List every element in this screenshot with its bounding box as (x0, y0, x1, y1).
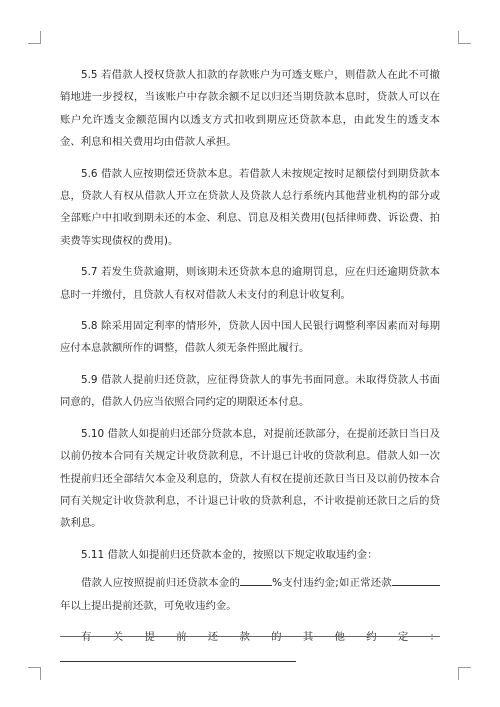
crop-mark-top-right (458, 31, 471, 44)
bottom-rule (60, 636, 440, 637)
penalty-terms (60, 572, 440, 617)
clause-5-5: 5.5 若借款人授权贷款人扣款的存款账户为可透支账户，则借款人在此不可撤销地进一步授权，当该账户中存款余额不足以归还当期贷款本息时，贷款人可以在账户允许透支金额范围内以透支方式扣收到期应还贷款本息，由此发生的透支本金、利息和相关费用均由借款人承担。 (60, 69, 440, 149)
penalty-years-blank[interactable] (392, 573, 440, 586)
crop-mark-bottom-right (458, 667, 471, 680)
other-agreement-label: 有关提前还款的其他约定： (81, 630, 440, 643)
other-agreement (60, 626, 440, 671)
other-agreement-blank[interactable] (60, 649, 296, 662)
clause-5-11: 5.11 借款人如提前归还贷款本金的，按照以下规定收取违约金： (81, 548, 378, 561)
crop-mark-top-left (28, 31, 41, 44)
clause-5-7: 5.7 若发生贷款逾期，则该期未还贷款本息的逾期罚息，应在归还逾期贷款本息时一并缴付，且贷款人有权对借款人未支付的利息计收复利。 (60, 266, 440, 301)
crop-mark-bottom-left (28, 667, 41, 680)
penalty-text-part3: 年以上提出提前还款，可免收违约金。 (60, 599, 237, 612)
clause-5-6: 5.6 借款人应按期偿还贷款本息。若借款人未按规定按时足额偿付到期贷款本息，贷款人有权从借款人开立在贷款人及贷款人总行系统内其他营业机构的部分或全部账户中扣收到期未还的本金、利息、罚息及相关费用(包括律师费、诉讼费、拍卖费等实现债权的费用)。 (60, 167, 440, 247)
clause-5-9: 5.9 借款人提前归还贷款，应征得贷款人的事先书面同意。未取得贷款人书面同意的，借款人仍应当依照合同约定的期限还本付息。 (60, 373, 440, 409)
penalty-rate-blank[interactable] (240, 573, 272, 586)
penalty-text-part1: 借款人应按照提前归还贷款本金的 (81, 577, 241, 590)
clause-5-10: 5.10 借款人如提前归还部分贷款本息，对提前还款部分，在提前还款日当日及以前仍按本合同有关规定计收贷款利息，不计退已计收的贷款利息。借款人如一次性提前归还全部结欠本金及利息的，贷款人有权在提前还款日当日及以前仍按本合同有关规定计收贷款利息，不计退已计收的贷款利息，不计收提前还款日之后的贷款利息。 (60, 427, 440, 530)
clause-5-8: 5.8 除采用固定利率的情形外，贷款人因中国人民银行调整利率因素而对每期应付本息款额所作的调整，借款人须无条件照此履行。 (60, 320, 440, 355)
document-body (60, 64, 440, 680)
penalty-text-part2: %支付违约金;如正常还款 (272, 577, 393, 590)
